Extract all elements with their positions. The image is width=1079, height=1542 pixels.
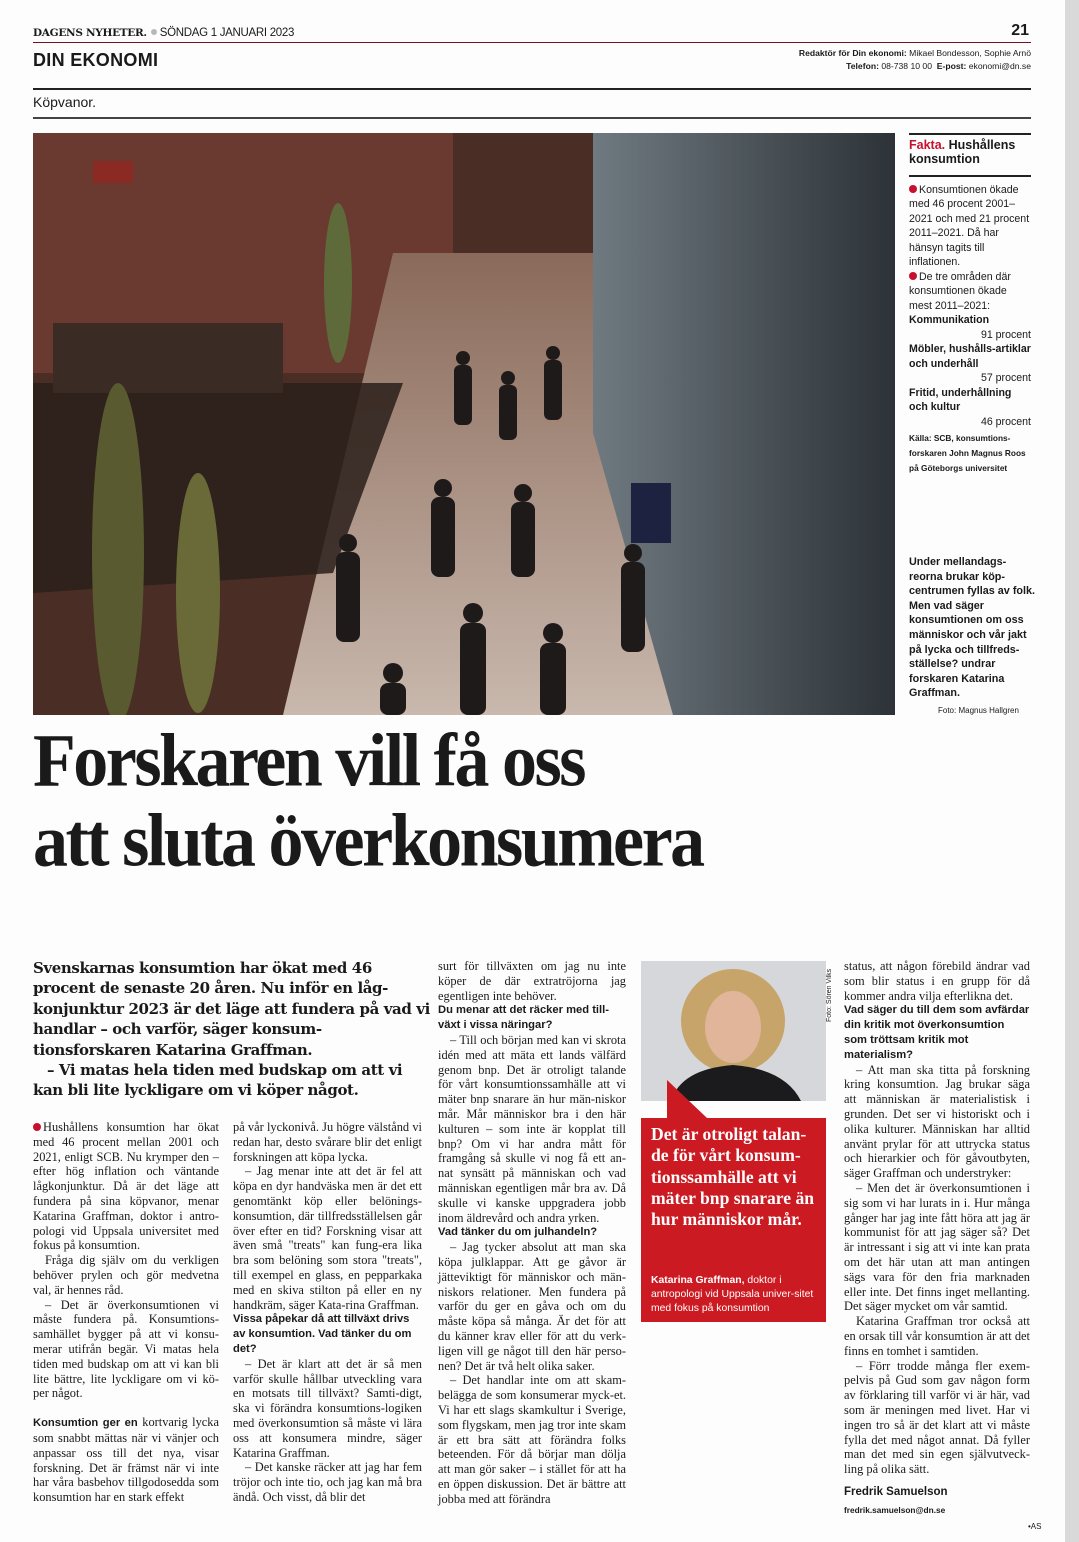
speech-bubble-tail <box>667 1080 707 1118</box>
divider <box>909 133 1031 135</box>
fact-source: Källa: SCB, konsumtions-forskaren John Magnus Roos på Göteborgs universitet <box>909 433 1026 473</box>
fact-title: Hushållens konsumtion <box>909 138 1016 166</box>
article-ingress <box>33 958 433 1101</box>
fact-value: 46 procent <box>980 415 1031 428</box>
body-paragraph: – Jag menar inte att det är fel att köpa en dyr handväska men är det ett genomtänkt köp eller belönings-konsumtion, där tillfredsställelsen går över efter en tid? Forskning visar att även små "treats" kan fung-era lika bra som belöning som stora "treats", till exempel en glass, en pepparkaka med en skiva stilton på eller en ny handkräm, säger Kata-rina Graffman. <box>233 1164 422 1312</box>
body-paragraph: på vår lyckonivå. Ju högre välstånd vi redan har, desto svårare blir det enligt forskningen att köpa lycka. <box>233 1120 422 1164</box>
email-label: E-post: <box>936 61 967 71</box>
fact-box-title <box>909 138 1031 166</box>
editor-info <box>799 47 1031 73</box>
fact-category: Möbler, hushålls-artiklar och underhåll <box>909 343 1031 370</box>
article-column-1 <box>33 1120 219 1505</box>
pull-quote-text: Det är otroligt talan-de för vårt konsum-tionssamhälle att vi mäter bnp snarare än hur människor mår. <box>651 1124 815 1230</box>
issue-date: SÖNDAG 1 JANUARI 2023 <box>159 27 295 39</box>
glass-balustrade <box>53 323 283 393</box>
interview-question: Vissa påpekar då att tillväxt drivs av konsumtion. Vad tänker du om det? <box>233 1313 412 1355</box>
fact-category: Fritid, underhållning och kultur <box>909 386 1012 413</box>
page-edge <box>1065 0 1079 1542</box>
headline <box>33 719 703 883</box>
fact-label: Fakta. <box>909 138 946 152</box>
body-paragraph: – Det är klart att det är så men varför skulle hållbar utveckling vara en motsats till tillväxt? Samti-digt, ska vi förändra konsumtions-logiken med överkonsumtion så måste vi lära oss att konsumera mindre, säger Katarina Graffman. <box>233 1356 422 1460</box>
body-paragraph: – Till och början med kan vi skrota idén med att mäta ett lands välfärd genom bnp. Det är otroligt talande för vårt konsumtionssamhälle att vi mäter bnp snarare än hur män-niskor mår. Mår människor bra i den här kulturen – som inte är kopplat till bnp? Om vi har andra mått för framgång så skulle vi nog få ett an-nat synsätt på människan och vad människan egentligen mår bra av. Då skulle vi kanske uppgradera jobb inom äldrevård och andra yrken. <box>438 1032 626 1225</box>
fact-category: Kommunikation <box>909 314 990 326</box>
body-paragraph: – Det är överkonsumtionen vi måste fundera på. Konsumtions-samhället bygger på att vi konsu-merar utifrån begär. Vi matas hela tiden med budskap om att vi kan bli lite bättre, lite lyckligare om vi kö-per något. <box>33 1297 219 1401</box>
shop-sign <box>93 161 133 183</box>
article-column-4 <box>844 959 1030 1477</box>
article-column-3 <box>438 959 626 1506</box>
body-paragraph: Fråga dig själv om du verkligen behöver prylen och gör medvetna val, är hennes råd. <box>33 1253 219 1297</box>
fact-value: 91 procent <box>980 328 1031 341</box>
author-name: Fredrik Samuelson <box>844 1486 948 1498</box>
masthead <box>33 22 1031 43</box>
portrait-credit: Foto: Sören Vilks <box>826 968 833 1022</box>
decorated-tree <box>324 203 352 363</box>
divider <box>909 175 1031 177</box>
body-paragraph: – Men det är överkonsumtionen i sig som vi har lurats in i. Hur många gånger har jag inte fått höra att jag är kommunist för att jag säger så? Det är intressant i sig att vi inte kan prata om det här utan att man antingen sägs vara för den fria marknaden eller inte. Det finns inget mellanting. Det säger mycket om vår samtid. <box>844 1180 1030 1314</box>
phone-number: 08-738 10 00 <box>881 61 932 71</box>
headline-line-2: att sluta överkonsumera <box>33 799 703 883</box>
body-paragraph: surt för tillväxten om jag nu inte köper de där extratröjorna jag egentligen inte behöver. <box>438 959 626 1003</box>
body-paragraph: – Jag tycker absolut att man ska köpa julklappar. Att ge gåvor är jätteviktigt för människor och män-niskors relationer. Men fundera på varför du ger en gåva och om du måste köpa så många. Är det för att du känner krav eller för att du verk-ligen vill ge något till den här perso-nen? Det är två helt olika saker. <box>438 1240 626 1373</box>
article-column-2 <box>233 1120 422 1505</box>
mall-scene-illustration <box>33 133 895 715</box>
body-paragraph: Konsumtion ger en kortvarig lycka som snabbt mättas när vi vänjer och anpassar oss till det nya, visar forskning. Det är främst när vi inte har våra basbehov tillgodosedda som konsumtion har en stark effekt <box>33 1415 220 1505</box>
decorated-tree <box>92 383 144 715</box>
newspaper-name: DAGENS NYHETER. SÖNDAG 1 JANUARI 2023 <box>33 27 295 39</box>
ingress-paragraph: Svenskarnas konsumtion har ökat med 46 procent de senaste 20 åren. Nu inför en låg-konjunktur 2023 är det läge att fundera på vad vi handlar – och varför, säger konsum-tionsforskaren Katarina Graffman. <box>33 959 430 1059</box>
shopping-mall-photo <box>33 133 895 715</box>
photo-credit: Foto: Magnus Hallgren <box>938 706 1019 715</box>
decorated-tree <box>176 473 220 713</box>
body-paragraph: – Det handlar inte om att skam-belägga de som konsumerar myck-et. Vi har ett slags skamkultur i Sverige, som flygskam, men jag tror inte skam är ett bra sätt att förändra folks beteenden. För då börjar man dölja att man gör saker – i stället för att ha en öppen diskussion. Det är bättre att jobba med att förändra <box>438 1373 626 1506</box>
body-paragraph: – Det kanske räcker att jag har fem tröjor och inte tio, och jag kan må bra ändå. Och visst, då blir det <box>233 1460 422 1504</box>
section-email[interactable]: ekonomi@dn.se <box>968 61 1031 71</box>
body-paragraph: Katarina Graffman tror också att en orsak till vår konsumtion är att det finns en tomhet i samtiden. <box>844 1314 1030 1358</box>
body-paragraph: – Förr trodde många fler exem-pelvis på Gud som gav någon form av förklaring till varför vi är här, vad som är meningen med livet. Har vi ingen tro så är det klart att vi måste fylla det med något annat. Då fyller man det med sin egen självutveck-ling på olika sätt. <box>844 1358 1030 1477</box>
photo-caption: Under mellandags-reorna brukar köp-centrumen fyllas av folk. Men vad säger konsumtionen om oss människor och vår jakt på lycka och tillfreds-ställelse? undrar forskaren Katarina Graffman. <box>909 556 1036 700</box>
editor-label: Redaktör för Din ekonomi: <box>798 48 907 58</box>
ingress-quote: – Vi matas hela tiden med budskap om att vi kan bli lite lyckligare om vi köper något. <box>33 1061 403 1100</box>
bullet-dot-icon <box>33 1123 41 1131</box>
pull-quote-attribution: Katarina Graffman, doktor i antropologi vid Uppsala univer-sitet med fokus på konsumtion <box>651 1275 814 1314</box>
section-title: DIN EKONOMI <box>33 50 159 70</box>
body-paragraph: – Att man ska titta på forskning kring konsumtion. Jag brukar säga att människan är materialistisk i grunden. Det ser vi historiskt och i olika kulturer. Människan har alltid använt prylar för att uttrycka status och hierarkier och för gåvoutbyten, säger Graffman och understryker: <box>844 1062 1030 1181</box>
body-paragraph: status, att någon förebild ändrar vad som blir status i en grupp för då kommer andra vilja efterlikna det. <box>844 959 1030 1003</box>
interview-question: Vad tänker du om julhandeln? <box>438 1226 598 1239</box>
divider <box>33 117 1031 119</box>
editor-names: Mikael Bondesson, Sophie Arnö <box>909 48 1031 58</box>
pull-quote <box>641 1118 826 1322</box>
body-paragraph: Hushållens konsumtion har ökat med 46 procent mellan 2001 och 2021, enligt SCB. Nu krymper den – efter hög inflation och väntande lågkonjunktur. Då är det läge att fundera på sina köpvanor, menar Katarina Graffman, doktor i antro-pologi vid Uppsala universitet med fokus på konsumtion. <box>33 1120 219 1253</box>
phone-label: Telefon: <box>846 61 879 71</box>
fact-bullet: Konsumtionen ökade med 46 procent 2001–2021 och med 21 procent 2011–2021. Då har hänsyn tagits till inflationen. <box>909 183 1030 268</box>
face <box>705 991 761 1063</box>
lead-in: Konsumtion ger en <box>33 1417 138 1430</box>
interview-question: Vad säger du till dem som avfärdar din kritik mot överkonsumtion som tröttsam kritik mot materialism? <box>844 1004 1030 1061</box>
author-email[interactable]: fredrik.samuelson@dn.se <box>844 1505 946 1515</box>
interview-question: Du menar att det räcker med till-växt i vissa näringar? <box>438 1004 609 1032</box>
deal-sign <box>631 483 671 543</box>
headline-line-1: Forskaren vill få oss <box>33 719 584 803</box>
fact-box <box>909 133 1031 476</box>
kicker: Köpvanor. <box>33 94 97 110</box>
divider <box>33 88 1031 90</box>
bullet-dot-icon <box>909 272 917 280</box>
bullet-dot-icon <box>909 185 917 193</box>
fact-bullet: De tre områden där konsumtionen ökade mest 2011–2021: <box>909 270 1011 312</box>
separator-dot-icon <box>151 29 157 35</box>
footer-mark: •AS <box>1028 1522 1042 1531</box>
fact-value: 57 procent <box>980 372 1031 384</box>
page-number: 21 <box>1011 22 1029 39</box>
